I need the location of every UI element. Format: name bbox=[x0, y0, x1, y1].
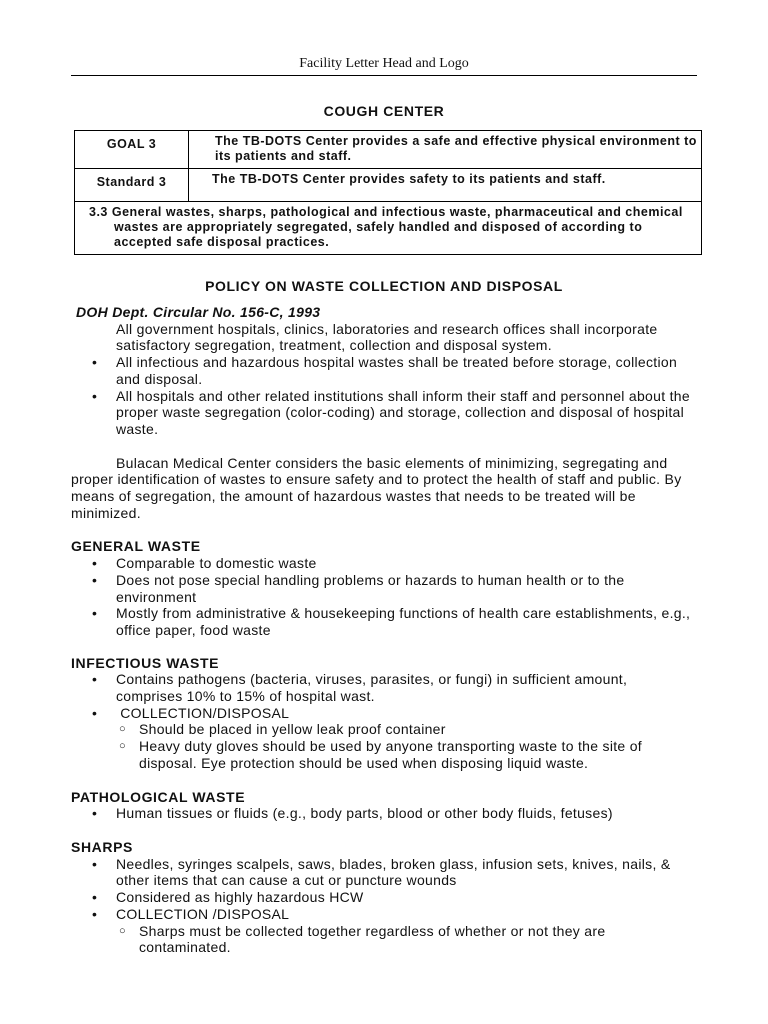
header-rule bbox=[71, 75, 697, 76]
list-item: • Mostly from administrative & housekeeping functions of health care establishments, e.g., office paper, food waste bbox=[92, 605, 691, 638]
goal-row bbox=[75, 131, 702, 169]
list-item: ○ Should be placed in yellow leak proof container bbox=[119, 721, 446, 738]
circular-bullet-list bbox=[71, 354, 697, 438]
list-item: • Considered as highly hazardous HCW bbox=[92, 889, 364, 906]
list-item: • Needles, syringes scalpels, saws, blades, broken glass, infusion sets, knives, nails, & other items that can cause a cut or puncture wounds bbox=[92, 855, 671, 889]
list-item: ○ Sharps must be collected together regardless of whether or not they are contaminated. bbox=[119, 922, 606, 956]
sharps-list bbox=[71, 856, 697, 956]
goal-standard-table bbox=[74, 130, 702, 255]
list-item: • All hospitals and other related institutions shall inform their staff and personnel about the proper waste segregation (color-coding) and storage, collection and disposal of hospital waste. bbox=[92, 387, 690, 437]
list-item: • Human tissues or fluids (e.g., body parts, blood or other body fluids, fetuses) bbox=[92, 805, 613, 822]
bullet-icon: • bbox=[92, 605, 98, 622]
infectious-waste-heading: INFECTIOUS WASTE bbox=[71, 654, 220, 671]
bullet-icon: • bbox=[92, 571, 98, 588]
circle-bullet-icon: ○ bbox=[119, 723, 126, 736]
goal-text: The TB-DOTS Center provides a safe and effective physical environment to its patients and staff. bbox=[189, 131, 702, 169]
standard-label: Standard 3 bbox=[75, 169, 189, 202]
policy-body bbox=[71, 304, 697, 956]
standard-text: The TB-DOTS Center provides safety to its patients and staff. bbox=[189, 169, 702, 202]
bullet-icon: • bbox=[92, 555, 98, 572]
bullet-icon: • bbox=[92, 905, 98, 922]
list-item: • All infectious and hazardous hospital wastes shall be treated before storage, collection and disposal. bbox=[92, 354, 678, 387]
bullet-icon: • bbox=[92, 387, 98, 404]
list-item: • COLLECTION /DISPOSAL ○ Sharps must be collected together regardless of whether or not they are contaminated. bbox=[71, 906, 697, 956]
general-waste-heading: GENERAL WASTE bbox=[71, 538, 201, 555]
list-item: • Does not pose special handling problems or hazards to human health or to the environment bbox=[92, 571, 625, 605]
bmc-paragraph: Bulacan Medical Center considers the basic elements of minimizing, segregating and proper identification of wastes to ensure safety and to protect the health of staff and public. By means of segregation, the amount of hazardous wastes that needs to be treated will be minimized. bbox=[71, 454, 682, 521]
circular-intro: All government hospitals, clinics, laboratories and research offices shall incorporate satisfactory segregation, treatment, collection and disposal system. bbox=[116, 320, 658, 354]
standard-row bbox=[75, 169, 702, 202]
list-item: • COLLECTION/DISPOSAL ○ Should be placed in yellow leak proof container ○ Heavy duty gloves should be used by anyone transporting waste to the site of disposal. Eye protection should be used when disposing liquid waste. bbox=[71, 705, 697, 772]
sharps-heading: SHARPS bbox=[71, 838, 133, 855]
bullet-icon: • bbox=[92, 671, 98, 688]
list-item: ○ Heavy duty gloves should be used by anyone transporting waste to the site of disposal. Eye protection should be used when disposing liquid waste. bbox=[119, 738, 642, 771]
list-item: • Comparable to domestic waste bbox=[92, 555, 317, 572]
bullet-icon: • bbox=[92, 805, 98, 822]
policy-title: POLICY ON WASTE COLLECTION AND DISPOSAL bbox=[205, 278, 563, 294]
infectious-waste-list bbox=[71, 671, 697, 771]
list-item: • Contains pathogens (bacteria, viruses, parasites, or fungi) in sufficient amount, comprises 10% to 15% of hospital wast. bbox=[92, 671, 628, 705]
bullet-icon: • bbox=[92, 889, 98, 906]
bullet-icon: • bbox=[92, 855, 98, 872]
bullet-icon: • bbox=[92, 704, 98, 721]
goal-label: GOAL 3 bbox=[75, 131, 189, 169]
criterion-text: 3.3 General wastes, sharps, pathological and infectious waste, pharmaceutical and chemical wastes are appropriately segregated, safely handled and disposed of according to accepted safe disposal practices. bbox=[89, 205, 683, 249]
circular-title: DOH Dept. Circular No. 156-C, 1993 bbox=[76, 304, 321, 320]
criterion-row bbox=[75, 202, 702, 255]
document-title: COUGH CENTER bbox=[323, 103, 445, 119]
circle-bullet-icon: ○ bbox=[119, 924, 126, 937]
bullet-icon: • bbox=[92, 354, 98, 371]
general-waste-list bbox=[71, 555, 697, 639]
infectious-collection-sublist bbox=[116, 721, 697, 771]
pathological-waste-list bbox=[71, 805, 697, 822]
sharps-collection-sublist bbox=[116, 923, 697, 956]
circle-bullet-icon: ○ bbox=[119, 740, 126, 753]
letterhead-placeholder: Facility Letter Head and Logo bbox=[299, 56, 469, 71]
pathological-waste-heading: PATHOLOGICAL WASTE bbox=[71, 788, 246, 805]
